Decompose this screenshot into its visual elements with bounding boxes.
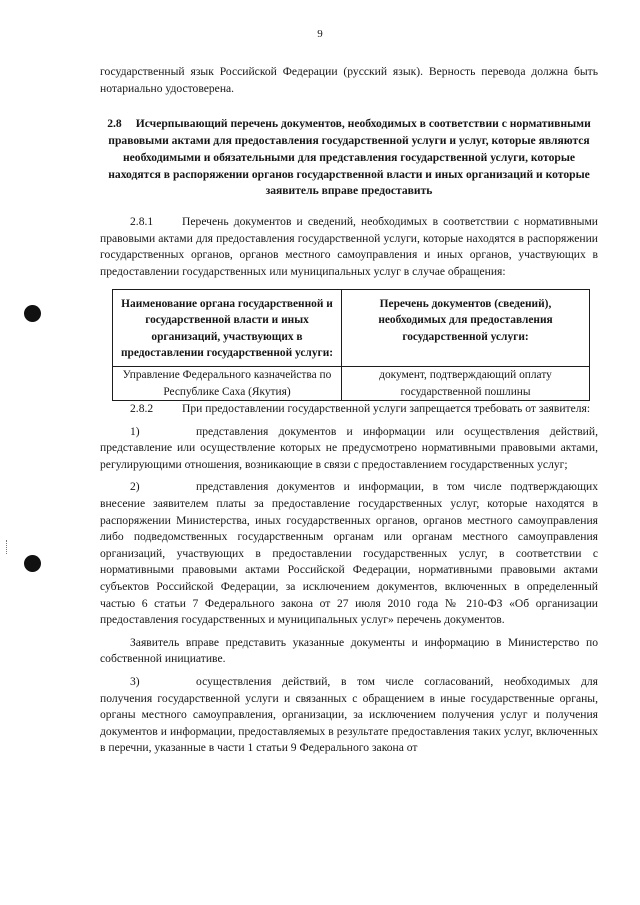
paragraph-2-8-1: [100, 214, 598, 280]
page-number: 9: [317, 28, 323, 40]
section-title: Исчерпывающий перечень документов, необходимых в соответствии с нормативными правовыми актами для предоставления государственной услуги и услуг, которые являются необходимыми и обязательными для представления государственной услуги, которые находятся в распоряжении органов государственной власти и иных организаций и которые заявитель вправе предоставить: [108, 117, 591, 198]
applicant-right-paragraph: Заявитель вправе представить указанные документы и информацию в Министерство по собственной инициативе.: [100, 635, 598, 666]
paragraph-text: При предоставлении государственной услуги запрещается требовать от заявителя:: [182, 402, 591, 416]
paragraph-number: 2.8.1: [130, 215, 154, 229]
table-header-row: [113, 289, 590, 366]
list-item-2: [100, 479, 598, 628]
list-item-text: осуществления действий, в том числе согласований, необходимых для получения государственной услуги и связанных с обращением в иные государственные органы, органы местного самоуправления, организации, за исключением получения услуг и получения документов и информации, предоставляемых в результате предоставления таких услуг, включенных в перечни, указанные в части 1 статьи 9 Федерального закона от: [100, 675, 598, 755]
margin-mark: [6, 540, 9, 554]
list-item-1: [100, 424, 598, 474]
list-item-number: 2): [130, 480, 140, 494]
paragraph-2-8-2: [100, 401, 598, 418]
punch-hole-top: [24, 305, 41, 322]
table-header-organ: Наименование органа государственной и государственной власти и иных организаций, участвующих в предоставлении государственной услуги:: [113, 289, 342, 366]
table-header-documents: Перечень документов (сведений), необходимых для предоставления государственной услуги:: [342, 289, 590, 366]
paragraph-number: 2.8.2: [130, 402, 154, 416]
list-item-number: 1): [130, 424, 140, 438]
list-item-text: представления документов и информации или осуществления действий, представление или осуществление которых не предусмотрено нормативными правовыми актами, регулирующими отношения, возникающие в связи с предоставлением государственных услуг;: [100, 424, 598, 471]
document-body: [100, 64, 598, 757]
table-cell-document: документ, подтверждающий оплату государственной пошлины: [342, 366, 590, 400]
list-item-3: [100, 674, 598, 757]
documents-table: [112, 289, 590, 402]
list-item-text: представления документов и информации, в том числе подтверждающих внесение заявителем платы за предоставление государственных услуг, которые находятся в распоряжении Министерства, иных государственных органов, органов местного самоуправления либо подведомственных государственным органам или органам местного самоуправления организаций, участвующих в предоставлении государственных услуг, в соответствии с нормативными правовыми актами Российской Федерации, нормативными правовыми актами субъектов Российской Федерации, за исключением документов, включенных в определенный частью 6 статьи 7 Федерального закона от 27 июля 2010 года № 210-ФЗ «Об организации предоставления государственных и муниципальных услуг» перечень документов.: [100, 480, 598, 627]
section-number: 2.8: [107, 117, 122, 131]
table-row: [113, 366, 590, 400]
paragraph-text: Перечень документов и сведений, необходимых в соответствии с нормативными правовыми актами для предоставления государственной услуги, которые находятся в распоряжении государственных органов, органов местного самоуправления и иных органов, участвующих в предоставлении государственных или муниципальных услуг в случае обращения:: [100, 215, 598, 278]
section-heading: [100, 116, 598, 200]
intro-paragraph: государственный язык Российской Федерации (русский язык). Верность перевода должна быть нотариально удостоверена.: [100, 65, 598, 95]
list-item-number: 3): [130, 675, 140, 689]
punch-hole-bottom: [24, 555, 41, 572]
table-cell-organ: Управление Федерального казначейства по Республике Саха (Якутия): [113, 366, 342, 400]
